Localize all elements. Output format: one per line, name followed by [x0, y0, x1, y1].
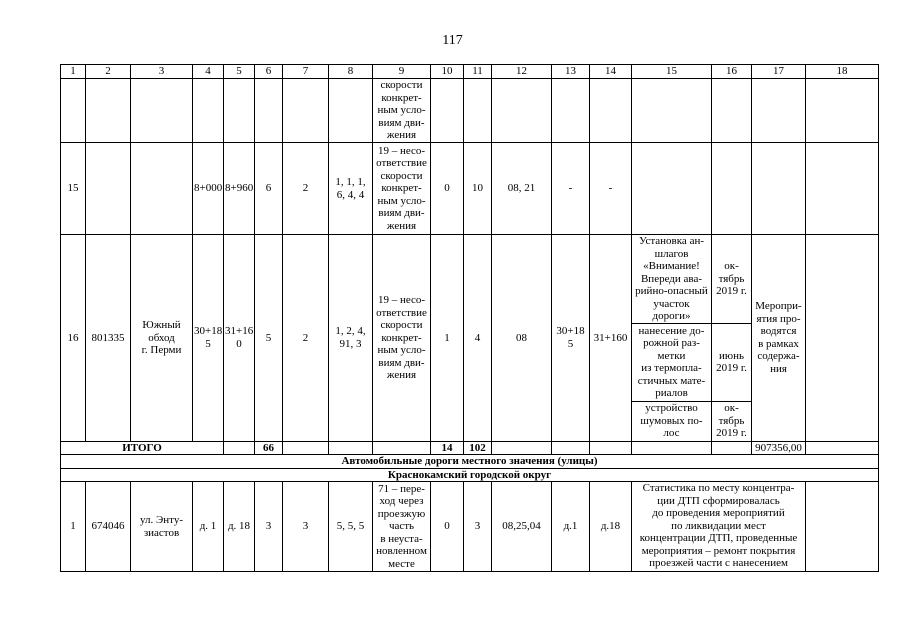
section-row	[61, 455, 879, 469]
page-number: 117	[442, 33, 463, 48]
measure-text: устройство шумовых по- лос	[632, 401, 712, 441]
header-row	[61, 65, 879, 79]
total-sum: 907356,00	[752, 441, 806, 455]
header-cell: 11	[464, 65, 492, 79]
road-name: ул. Энту- зиастов	[131, 482, 193, 572]
measure-date: ок- тябрь 2019 г.	[712, 235, 752, 324]
header-cell: 17	[752, 65, 806, 79]
header-cell: 15	[632, 65, 712, 79]
header-cell: 16	[712, 65, 752, 79]
table-row: 1 674046 ул. Энту- зиастов д. 1 д. 18 3 3 5, 5, 5 71 – пере- ход через проезжую часть в неуста- новленном месте 0 3 08,25,04 д.1 д.18 Статистика по месту концентра- ции ДТП сформировалась до проведения мероприятий по ликвидации мест концентрации ДТП, проведенные мероприятия – ремонт покрытия проезжей части с нанесением	[61, 482, 879, 572]
table-row: 15 8+000 8+960 6 2 1, 1, 1, 6, 4, 4 19 – несо- ответствие скорости конкрет- ным усло- виям дви- жения 0 10 08, 21 - -	[61, 143, 879, 235]
header-cell: 3	[131, 65, 193, 79]
header-cell: 14	[590, 65, 632, 79]
cause-cell: 19 – несо- ответствие скорости конкрет- ным усло- виям дви- жения	[373, 235, 431, 442]
header-cell: 13	[552, 65, 590, 79]
header-cell: 6	[255, 65, 283, 79]
measure-date: июнь 2019 г.	[712, 323, 752, 401]
accident-table	[60, 64, 879, 572]
total-label: ИТОГО	[61, 441, 224, 455]
measure-date: ок- тябрь 2019 г.	[712, 401, 752, 441]
cause-cell: 19 – несо- ответствие скорости конкрет- ным усло- виям дви- жения	[373, 143, 431, 235]
header-cell: 8	[329, 65, 373, 79]
header-cell: 10	[431, 65, 464, 79]
district-title: Краснокамский городской округ	[61, 468, 879, 482]
header-cell: 1	[61, 65, 86, 79]
note-cell: Меропри- ятия про- водятся в рамках содержа- ния	[752, 235, 806, 442]
header-cell: 9	[373, 65, 431, 79]
measure-text: Установка ан- шлагов «Внимание! Впереди ава- рийно-опасный участок дороги»	[632, 235, 712, 324]
statistics-note: Статистика по месту концентра- ции ДТП сформировалась до проведения мероприятий по ликвидации мест концентрации ДТП, проведенные мероприятия – ремонт покрытия проезжей части с нанесением	[632, 482, 806, 572]
cause-cell: 71 – пере- ход через проезжую часть в неуста- новленном месте	[373, 482, 431, 572]
header-cell: 12	[492, 65, 552, 79]
header-cell: 2	[86, 65, 131, 79]
district-row	[61, 468, 879, 482]
cause-cell: скорости конкрет- ным усло- виям дви- жения	[373, 79, 431, 143]
table-row: 16 801335 Южный обход г. Перми 30+18 5 31+16 0 5 2 1, 2, 4, 91, 3 19 – несо- ответствие скорости конкрет- ным усло- виям дви- жения 1 4 08 30+18 5 31+160 Установка ан- шлагов «Внимание! Впереди ава- рийно-опасный участок дороги» ок- тябрь 2019 г. Меропри- ятия про- водятся в рамках содержа- ния	[61, 235, 879, 324]
header-cell: 5	[224, 65, 255, 79]
header-cell: 7	[283, 65, 329, 79]
table-row	[61, 79, 879, 143]
measure-text: нанесение до- рожной раз- метки из термопла- стичных мате- риалов	[632, 323, 712, 401]
total-row: ИТОГО 66 14 102 907356,00	[61, 441, 879, 455]
road-name: Южный обход г. Перми	[131, 235, 193, 442]
header-cell: 4	[193, 65, 224, 79]
section-title: Автомобильные дороги местного значения (улицы)	[61, 455, 879, 469]
header-cell: 18	[806, 65, 879, 79]
